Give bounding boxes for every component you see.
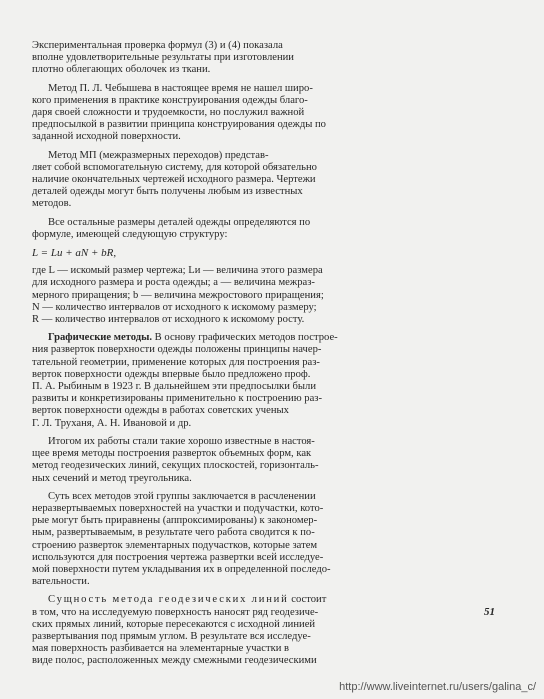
text-line: ным, развертываемым, в результате чего работа сводится к по- — [32, 527, 315, 539]
paragraph-2 — [32, 83, 514, 144]
text-line — [32, 332, 514, 344]
text-line: R — количество интервалов от исходного к искомому росту. — [32, 314, 305, 326]
text-line: Суть всех методов этой группы заключается в расчленении — [48, 490, 316, 502]
text-line: вполне удовлетворительные результаты при изготовлении — [32, 52, 294, 64]
paragraph-7 — [32, 491, 514, 589]
text-line: наличие окончательных чертежей исходного размера. Чертежи — [32, 174, 316, 186]
text-line: ния разверток поверхности одежды положены принципы начер- — [32, 344, 322, 356]
text-line: N — количество интервалов от исходного к искомому размеру; — [32, 301, 317, 313]
text-line: Метод П. Л. Чебышева в настоящее время не нашел широ- — [48, 82, 313, 94]
text-line — [32, 594, 514, 606]
text-line: верток поверхности одежды впервые было предложено проф. — [32, 368, 311, 380]
formula: L = Lи + aN + bR, — [32, 247, 117, 260]
text-line: Экспериментальная проверка формул (3) и (4) показала — [32, 40, 283, 51]
text-line: мерного приращения; b — величина межростового приращения; — [32, 289, 324, 301]
spaced-term: Сущность метода геодезических линий — [48, 594, 289, 606]
text-line: кого применения в практике конструирования одежды благо- — [32, 94, 308, 106]
text-line: используются для построения чертежа развертки всей исследуе- — [32, 551, 324, 563]
text-line: ляет собой вспомогательную систему, для которой обязательно — [32, 161, 317, 173]
paragraph-4 — [32, 217, 514, 241]
section-heading: Графические методы. — [48, 332, 153, 344]
text-line: деталей одежды могут быть получены любым из известных — [32, 186, 303, 198]
paragraph-6 — [32, 436, 514, 485]
text-line: рые могут быть приравнены (аппроксимированы) к закономер- — [32, 515, 318, 527]
footer-url: http://www.liveinternet.ru/users/galina_c/ — [339, 681, 536, 693]
text-line: развиты и конкретизированы применительно к построению раз- — [32, 393, 323, 405]
text-line: метод геодезических линий, секущих плоскостей, горизонталь- — [32, 460, 319, 472]
text-line: строению разверток элементарных подучастков, которые затем — [32, 539, 318, 551]
definitions — [32, 265, 514, 326]
text-line: вательности. — [32, 576, 90, 588]
text-line: виде полос, расположенных между смежными геодезическими — [32, 655, 317, 667]
text-line: верток поверхности одежды в работах советских ученых — [32, 405, 289, 417]
text-line: ских прямых линий, которые пересекаются с исходной линией — [32, 618, 316, 630]
text-line: Все остальные размеры деталей одежды определяются по — [48, 216, 311, 228]
text-fragment: В основу графических методов построе- — [152, 332, 338, 344]
text-line: в том, что на исследуемую поверхность наносят ряд геодезиче- — [32, 606, 319, 618]
text-line: неразвертываемых поверхностей на участки и подучастки, кото- — [32, 502, 324, 514]
paragraph-1 — [32, 40, 514, 77]
text-line: мой поверхности путем укладывания их в определенной последо- — [32, 563, 331, 575]
text-line: где L — искомый размер чертежа; Lи — величина этого размера — [32, 265, 323, 277]
text-line: П. А. Рыбиным в 1923 г. В дальнейшем эти предпосылки были — [32, 381, 316, 393]
text-line: даря своей сложности и трудоемкости, но послужил важной — [32, 107, 305, 119]
paragraph-3 — [32, 150, 514, 211]
text-line: Метод МП (межразмерных переходов) представ- — [48, 149, 269, 161]
text-line: щее время методы построения разверток объемных форм, как — [32, 448, 312, 460]
paragraph-8 — [32, 594, 514, 667]
text-line: формуле, имеющей следующую структуру: — [32, 228, 228, 240]
text-line: для исходного размера и роста одежды; a — величина межраз- — [32, 277, 315, 289]
text-line: развертывания под прямым углом. В результате вся исследуе- — [32, 630, 311, 642]
text-line: заданной исходной поверхности. — [32, 131, 181, 143]
text-line: мая поверхность разбивается на элементарные участки в — [32, 643, 290, 655]
text-line: методов. — [32, 198, 72, 210]
paragraph-graphic-methods — [32, 332, 514, 430]
text-fragment: состоит — [288, 594, 327, 606]
text-line: предпосылкой в развитии принципа конструирования одежды по — [32, 119, 326, 131]
text-line: плотно облегающих оболочек из ткани. — [32, 64, 211, 76]
text-line: Итогом их работы стали такие хорошо известные в настоя- — [48, 435, 315, 447]
page-number: 51 — [484, 606, 495, 618]
page-text — [32, 40, 514, 674]
text-line: ных сечений и метод треугольника. — [32, 472, 192, 484]
text-line: тательной геометрии, применение которых для построения раз- — [32, 356, 320, 368]
text-line: Г. Л. Труханя, А. Н. Ивановой и др. — [32, 417, 192, 429]
